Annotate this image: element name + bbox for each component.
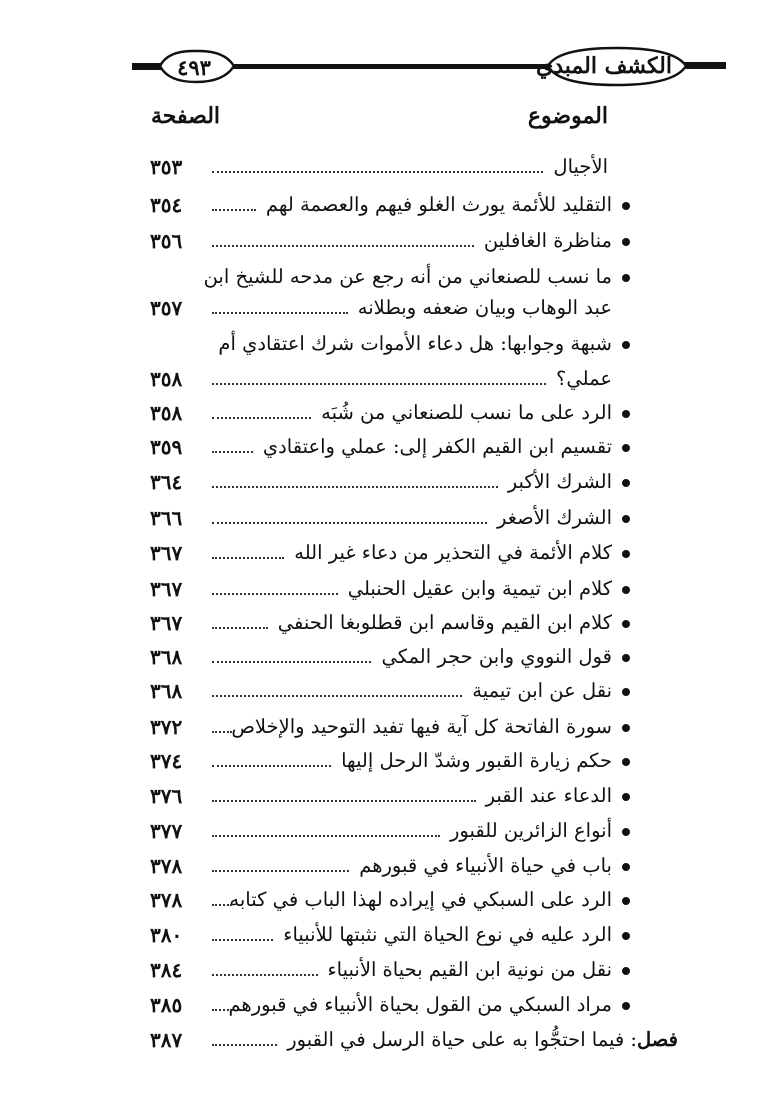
toc-entry-continuation <box>0 364 760 394</box>
bullet-icon <box>622 828 630 836</box>
toc-entry-page: ٣٥٨ <box>150 367 183 391</box>
toc-entry-title: قول النووي وابن حجر المكي <box>381 645 612 668</box>
toc-entry <box>0 676 760 706</box>
toc-entry <box>0 781 760 811</box>
toc-entry-page: ٣٧٨ <box>150 854 183 878</box>
toc-entry-continuation <box>0 293 760 323</box>
toc-entry-title: شبهة وجوابها: هل دعاء الأموات شرك اعتقادي أم <box>218 332 612 355</box>
toc-entry <box>0 329 760 359</box>
toc-entry-page: ٣٦٧ <box>150 611 183 635</box>
leader-dots <box>212 383 546 385</box>
section-label: فصل <box>637 1028 678 1051</box>
bullet-icon <box>622 1002 630 1010</box>
toc-entry-title-text: : فيما احتجُّوا به على حياة الرسل في القبور <box>287 1028 637 1051</box>
leader-dots <box>212 731 232 733</box>
bullet-icon <box>622 932 630 940</box>
toc-entry-page: ٣٦٤ <box>150 470 183 494</box>
toc-entry <box>0 226 760 256</box>
toc-entry-page: ٣٦٧ <box>150 577 183 601</box>
running-title: الكشف المبدي <box>536 53 672 79</box>
leader-dots <box>212 522 487 524</box>
toc-entry-page: ٣٧٤ <box>150 749 183 773</box>
toc-entry-page: ٣٨٥ <box>150 993 183 1017</box>
toc-entry-title: التقليد للأئمة يورث الغلو فيهم والعصمة لهم <box>265 193 612 216</box>
bullet-icon <box>622 444 630 452</box>
toc-entry-title: كلام الأئمة في التحذير من دعاء غير الله <box>294 541 612 564</box>
toc-entry-title: أنواع الزائرين للقبور <box>450 819 612 842</box>
leader-dots <box>212 695 462 697</box>
toc-entry-title: كلام ابن القيم وقاسم ابن قطلوبغا الحنفي <box>277 611 612 634</box>
toc-entry <box>0 712 760 742</box>
toc-entry-title: حكم زيارة القبور وشدّ الرحل إليها <box>341 749 612 772</box>
toc-entry-title: الرد على السبكي في إيراده لهذا الباب في كتابه <box>229 888 612 911</box>
toc-entry <box>0 885 760 915</box>
bullet-icon <box>622 274 630 282</box>
toc-entry <box>0 262 760 292</box>
bullet-icon <box>622 410 630 418</box>
leader-dots <box>212 245 474 247</box>
toc-entry-title: مناظرة الغافلين <box>483 229 612 252</box>
toc-entry-page: ٣٦٨ <box>150 645 183 669</box>
leader-dots <box>212 486 498 488</box>
toc-entry <box>0 746 760 776</box>
toc-entry <box>0 538 760 568</box>
toc-entry <box>0 398 760 428</box>
toc-entry-title: باب في حياة الأنبياء في قبورهم <box>359 854 612 877</box>
toc-entry-title: الدعاء عند القبر <box>485 784 612 807</box>
bullet-icon <box>622 341 630 349</box>
leader-dots <box>212 593 338 595</box>
toc-entry-page: ٣٥٣ <box>150 155 183 179</box>
toc-entry <box>0 642 760 672</box>
toc-entry <box>0 467 760 497</box>
bullet-icon <box>622 758 630 766</box>
leader-dots <box>212 939 273 941</box>
page-number: ٤٩٣ <box>177 55 211 80</box>
bullet-icon <box>622 515 630 523</box>
toc-entry-page: ٣٥٤ <box>150 193 183 217</box>
toc-entry-title-continued: عبد الوهاب وبيان ضعفه وبطلانه <box>357 296 612 319</box>
leader-dots <box>212 627 268 629</box>
bullet-icon <box>622 479 630 487</box>
toc-entry <box>0 955 760 985</box>
toc-entry-title <box>287 1025 678 1055</box>
bullet-icon <box>622 967 630 975</box>
leader-dots <box>212 209 256 211</box>
toc-entry-title: مراد السبكي من القول بحياة الأنبياء في قبورهم <box>228 993 612 1016</box>
toc-entry-page: ٣٧٨ <box>150 888 183 912</box>
bullet-icon <box>622 586 630 594</box>
toc-entry-page: ٣٥٦ <box>150 229 183 253</box>
toc-entry <box>0 990 760 1020</box>
toc-entry <box>0 503 760 533</box>
toc-entry-title: الأجيال <box>553 155 608 178</box>
toc-entry-page: ٣٦٧ <box>150 541 183 565</box>
leader-dots <box>212 835 440 837</box>
leader-dots <box>212 904 232 906</box>
toc-entry-page: ٣٧٧ <box>150 819 183 843</box>
leader-dots <box>212 661 371 663</box>
toc-entry <box>0 574 760 604</box>
leader-dots <box>212 557 284 559</box>
toc-entry <box>0 851 760 881</box>
leader-dots <box>212 1044 277 1046</box>
bullet-icon <box>622 688 630 696</box>
toc-entry-title-continued: عملي؟ <box>556 367 612 390</box>
toc-entry-page: ٣٥٧ <box>150 296 183 320</box>
toc-entry-page: ٣٧٦ <box>150 784 183 808</box>
toc-entry <box>0 152 760 182</box>
bullet-icon <box>622 654 630 662</box>
toc-entry-page: ٣٨٠ <box>150 923 183 947</box>
toc-entry-page: ٣٦٦ <box>150 506 183 530</box>
bullet-icon <box>622 724 630 732</box>
toc-entry-page: ٣٨٧ <box>150 1028 183 1052</box>
toc-entry-page: ٣٥٩ <box>150 435 183 459</box>
toc-entry-title: الرد عليه في نوع الحياة التي نثبتها للأنبياء <box>283 923 612 946</box>
bullet-icon <box>622 202 630 210</box>
bullet-icon <box>622 238 630 246</box>
bullet-icon <box>622 863 630 871</box>
toc-entry-title: نقل عن ابن تيمية <box>472 679 612 702</box>
toc-entry-title: تقسيم ابن القيم الكفر إلى: عملي واعتقادي <box>262 435 612 458</box>
leader-dots <box>212 171 543 173</box>
bullet-icon <box>622 550 630 558</box>
toc-entry-title: نقل من نونية ابن القيم بحياة الأنبياء <box>327 958 612 981</box>
leader-dots <box>212 870 349 872</box>
toc-entry-title: الرد على ما نسب للصنعاني من شُبَه <box>321 401 612 424</box>
toc-entry <box>0 1025 760 1055</box>
toc-entry-title: ما نسب للصنعاني من أنه رجع عن مدحه للشيخ ابن <box>203 265 612 288</box>
column-header-topic: الموضوع <box>527 103 608 129</box>
bullet-icon <box>622 793 630 801</box>
leader-dots <box>212 1009 232 1011</box>
leader-dots <box>212 417 311 419</box>
toc-entry-page: ٣٥٨ <box>150 401 183 425</box>
toc-entry <box>0 608 760 638</box>
leader-dots <box>212 765 331 767</box>
bullet-icon <box>622 897 630 905</box>
toc-entry-page: ٣٧٢ <box>150 715 183 739</box>
toc-entry <box>0 920 760 950</box>
toc-entry <box>0 190 760 220</box>
toc-entry-page: ٣٦٨ <box>150 679 183 703</box>
leader-dots <box>212 800 476 802</box>
toc-entry <box>0 816 760 846</box>
leader-dots <box>212 451 253 453</box>
toc-entry-title: كلام ابن تيمية وابن عقيل الحنبلي <box>347 577 612 600</box>
toc-entry-title: سورة الفاتحة كل آية فيها تفيد التوحيد والإخلاص <box>231 715 612 738</box>
toc-entry-title: الشرك الأصغر <box>496 506 612 529</box>
toc-entry-title: الشرك الأكبر <box>507 470 612 493</box>
column-header-page: الصفحة <box>151 103 221 129</box>
leader-dots <box>212 312 348 314</box>
toc-entry <box>0 432 760 462</box>
toc-entry-page: ٣٨٤ <box>150 958 183 982</box>
bullet-icon <box>622 620 630 628</box>
leader-dots <box>212 974 318 976</box>
